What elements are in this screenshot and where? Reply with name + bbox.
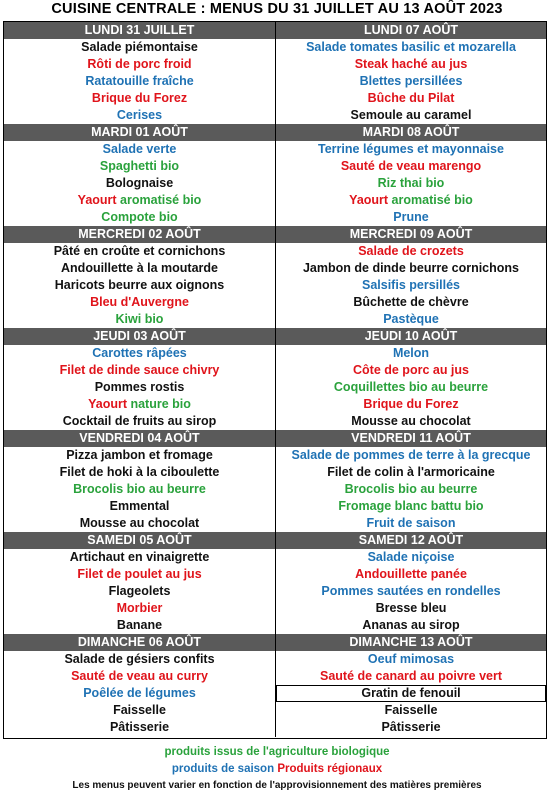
menu-item: Rôti de porc froid	[87, 57, 192, 71]
day-block	[276, 226, 546, 328]
menu-item: Artichaut en vinaigrette	[69, 550, 210, 564]
day-block	[276, 328, 546, 430]
menu-item	[4, 192, 275, 209]
menu-item: Bolognaise	[105, 176, 174, 190]
menu-item: Pizza jambon et fromage	[66, 448, 213, 462]
menu-item: Emmental	[109, 499, 170, 513]
menu-item: Ananas au sirop	[362, 618, 460, 632]
menu-item: Kiwi bio	[115, 312, 164, 326]
day-header: JEUDI 10 AOÛT	[276, 328, 546, 345]
menu-item: Steak haché au jus	[354, 57, 468, 71]
menu-item: Salade niçoise	[367, 550, 455, 564]
menu-item-part: aromatisé bio	[120, 193, 202, 207]
menu-item-part: Yaourt	[88, 397, 131, 411]
menu-item: Ratatouille fraîche	[85, 74, 194, 88]
menu-item: Brique du Forez	[91, 91, 188, 105]
menu-item: Flageolets	[108, 584, 171, 598]
menu-item-part: Yaourt	[349, 193, 392, 207]
menu-item: Pâtisserie	[381, 720, 441, 734]
menu-item: Pâté en croûte et cornichons	[53, 244, 226, 258]
menu-item: Côte de porc au jus	[353, 363, 469, 377]
day-block	[276, 532, 546, 634]
menu-item: Cocktail de fruits au sirop	[62, 414, 217, 428]
menu-item: Prune	[393, 210, 429, 224]
day-header: SAMEDI 12 AOÛT	[276, 532, 546, 549]
menu-item: Jambon de dinde beurre cornichons	[302, 261, 519, 275]
menu-item: Cerises	[116, 108, 163, 122]
menu-item: Morbier	[116, 601, 163, 615]
menu-item: Salade tomates basilic et mozarella	[306, 40, 516, 54]
menu-item: Blettes persillées	[359, 74, 463, 88]
menu-item: Mousse au chocolat	[351, 414, 471, 428]
menu-item: Pastèque	[383, 312, 439, 326]
day-block	[276, 634, 546, 736]
legend-saison-regionaux	[0, 761, 554, 777]
legend-bio	[0, 744, 554, 760]
menu-item: Sauté de canard au poivre vert	[319, 669, 502, 683]
day-header: VENDREDI 11 AOÛT	[276, 430, 546, 447]
menu-item: Salade de crozets	[358, 244, 464, 258]
menu-item-part: Yaourt	[77, 193, 121, 207]
day-header: MERCREDI 09 AOÛT	[276, 226, 546, 243]
menu-item: Filet de hoki à la ciboulette	[59, 465, 220, 479]
day-block	[4, 22, 275, 124]
menu-item: Pâtisserie	[109, 720, 170, 734]
menu-item: Fromage blanc battu bio	[338, 499, 484, 513]
legend-bio-text: produits issus de l'agriculture biologique	[164, 746, 390, 758]
menu-item: Oeuf mimosas	[367, 652, 455, 666]
day-header: SAMEDI 05 AOÛT	[4, 532, 275, 549]
menu-item: Salade piémontaise	[81, 40, 198, 54]
menu-item: Filet de poulet au jus	[77, 567, 202, 581]
menu-item: Sauté de veau au curry	[71, 669, 208, 683]
menu-item	[276, 192, 546, 209]
menu-item: Salade de gésiers confits	[64, 652, 215, 666]
day-header: DIMANCHE 13 AOÛT	[276, 634, 546, 651]
menu-item: Riz thai bio	[377, 176, 445, 190]
menu-item: Bleu d'Auvergne	[90, 295, 189, 309]
day-block	[4, 328, 275, 430]
menu-item: Gratin de fenouil	[276, 685, 546, 702]
menu-item: Brocolis bio au beurre	[73, 482, 206, 496]
menu-item: Salade de pommes de terre à la grecque	[291, 448, 531, 462]
day-header: LUNDI 07 AOÛT	[276, 22, 546, 39]
menu-item: Filet de colin à l'armoricaine	[327, 465, 495, 479]
day-header: DIMANCHE 06 AOÛT	[4, 634, 275, 651]
day-header: MERCREDI 02 AOÛT	[4, 226, 275, 243]
menu-item: Brique du Forez	[363, 397, 459, 411]
day-header: VENDREDI 04 AOÛT	[4, 430, 275, 447]
menu-item: Banane	[116, 618, 163, 632]
menu-item: Andouillette à la moutarde	[61, 261, 218, 275]
menu-item: Bresse bleu	[375, 601, 447, 615]
menu-item: Terrine légumes et mayonnaise	[318, 142, 504, 156]
menu-item: Mousse au chocolat	[79, 516, 200, 530]
day-block	[276, 22, 546, 124]
menu-column-week-1	[4, 22, 275, 737]
legend-regionaux-text: Produits régionaux	[277, 763, 383, 775]
day-block	[4, 532, 275, 634]
menu-item: Melon	[392, 346, 430, 360]
menu-item: Andouillette panée	[355, 567, 467, 581]
menu-item: Coquillettes bio au beurre	[333, 380, 489, 394]
menu-item: Haricots beurre aux oignons	[54, 278, 225, 292]
day-block	[4, 226, 275, 328]
menu-item: Salade verte	[102, 142, 177, 156]
menu-item: Compote bio	[101, 210, 178, 224]
day-header: MARDI 01 AOÛT	[4, 124, 275, 141]
legend-saison-text: produits de saison	[171, 763, 275, 775]
day-header: JEUDI 03 AOÛT	[4, 328, 275, 345]
menu-item: Carottes râpées	[92, 346, 187, 360]
page-title: CUISINE CENTRALE : MENUS DU 31 JUILLET AU 13 AOÛT 2023	[51, 1, 503, 17]
menu-item: Sauté de veau marengo	[340, 159, 482, 173]
menu-item: Faisselle	[113, 703, 166, 717]
menu-item: Spaghetti bio	[99, 159, 180, 173]
menu-item: Poêlée de légumes	[83, 686, 196, 700]
day-block	[4, 124, 275, 226]
menu-table	[3, 21, 547, 739]
menu-item-part: nature bio	[130, 397, 191, 411]
day-header: MARDI 08 AOÛT	[276, 124, 546, 141]
menu-item: Pommes sautées en rondelles	[321, 584, 501, 598]
day-block	[276, 430, 546, 532]
menu-item: Bûche du Pilat	[367, 91, 455, 105]
menu-item: Filet de dinde sauce chivry	[59, 363, 220, 377]
menu-item: Brocolis bio au beurre	[344, 482, 478, 496]
legend-note: Les menus peuvent varier en fonction de l'approvisionnement des matières premières	[72, 780, 482, 791]
day-block	[4, 430, 275, 532]
menu-item: Fruit de saison	[366, 516, 456, 530]
menu-item-part: aromatisé bio	[391, 193, 473, 207]
menu-item: Semoule au caramel	[350, 108, 472, 122]
menu-item: Faisselle	[384, 703, 438, 717]
day-block	[4, 634, 275, 736]
day-header: LUNDI 31 JUILLET	[4, 22, 275, 39]
menu-item: Pommes rostis	[94, 380, 185, 394]
menu-item: Bûchette de chèvre	[353, 295, 469, 309]
menu-column-week-2	[275, 22, 546, 737]
menu-item: Salsifis persillés	[362, 278, 460, 292]
day-block	[276, 124, 546, 226]
menu-item	[4, 396, 275, 413]
